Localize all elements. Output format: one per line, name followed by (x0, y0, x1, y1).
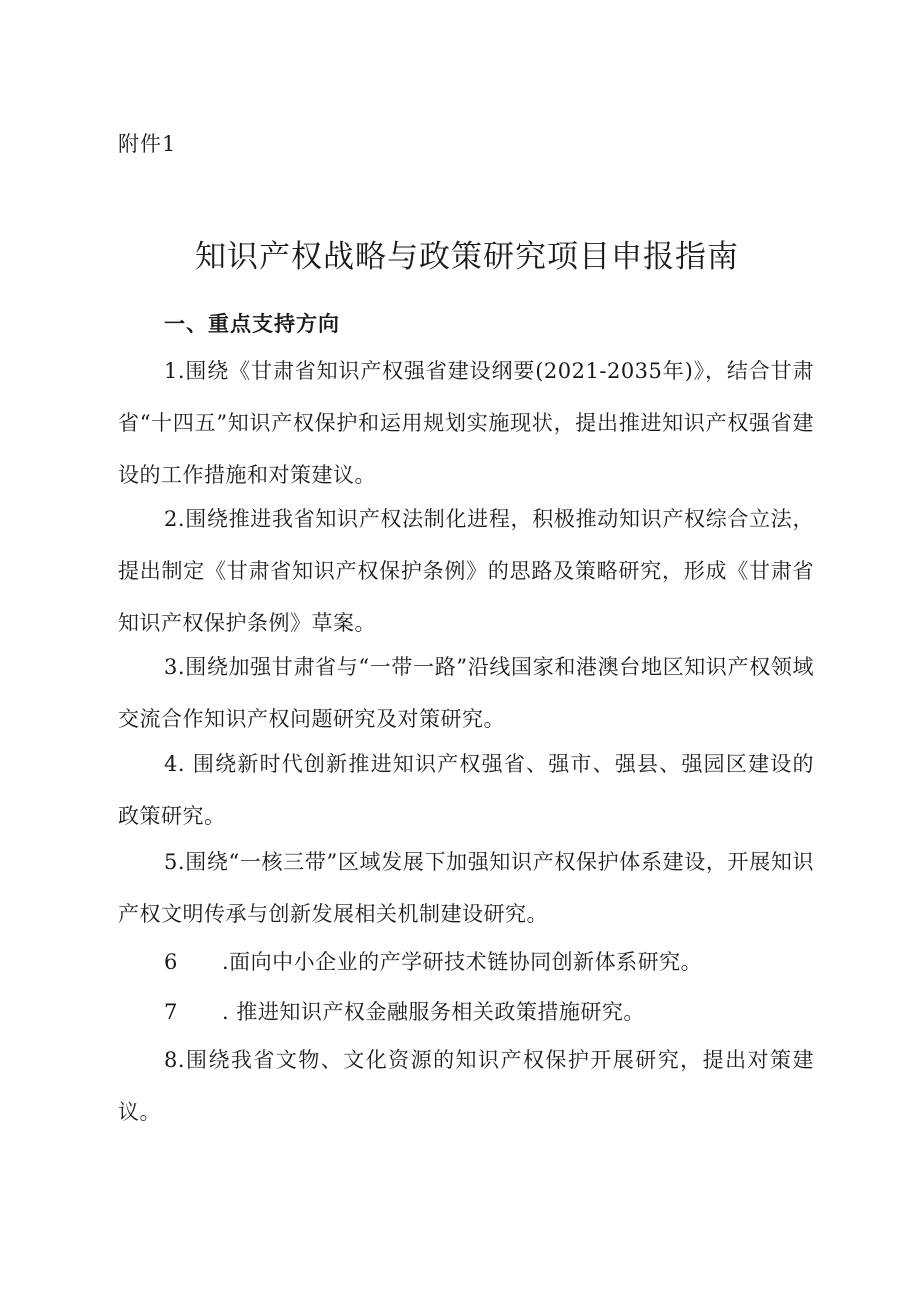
section-heading: 一、重点支持方向 (164, 312, 340, 336)
item-number: 1 (164, 359, 178, 383)
item-text: .面向中小企业的产学研技术链协同创新体系研究。 (222, 950, 703, 974)
attachment-label: 附件1 (118, 132, 177, 156)
item-text: .围绕加强甘肃省与“一带一路”沿线国家和港澳台地区知识产权领域交流合作知识产权问题研究及对策研究。 (118, 655, 814, 731)
list-item-5 (118, 836, 814, 940)
list-item-4 (118, 738, 814, 842)
item-number: 7 (164, 1000, 178, 1024)
list-item-1 (118, 345, 814, 501)
item-number: 8 (164, 1048, 178, 1072)
list-item-2 (118, 493, 814, 649)
item-text: .围绕我省文物、文化资源的知识产权保护开展研究，提出对策建议。 (118, 1048, 814, 1124)
item-number: 2 (164, 507, 178, 531)
item-text: .围绕《甘肃省知识产权强省建设纲要(2021-2035年)》，结合甘肃省“十四五”知识产权保护和运用规划实施现状，提出推进知识产权强省建设的工作措施和对策建议。 (118, 359, 814, 487)
list-item-7 (118, 986, 814, 1038)
list-item-8 (118, 1034, 814, 1138)
item-number: 5 (164, 850, 178, 874)
list-item-3 (118, 641, 814, 745)
item-number: 4 (164, 752, 178, 776)
item-number: 6 (164, 950, 178, 974)
list-item-6 (118, 936, 814, 988)
item-text: . 推进知识产权金融服务相关政策措施研究。 (222, 1000, 645, 1024)
item-text: .围绕推进我省知识产权法制化进程，积极推动知识产权综合立法，提出制定《甘肃省知识产权保护条例》的思路及策略研究，形成《甘肃省知识产权保护条例》草案。 (118, 507, 814, 635)
item-number: 3 (164, 655, 178, 679)
item-text: .围绕“一核三带”区域发展下加强知识产权保护体系建设，开展知识产权文明传承与创新发展相关机制建设研究。 (118, 850, 814, 926)
document-title: 知识产权战略与政策研究项目申报指南 (195, 238, 739, 275)
item-text: . 围绕新时代创新推进知识产权强省、强市、强县、强园区建设的政策研究。 (118, 752, 814, 828)
